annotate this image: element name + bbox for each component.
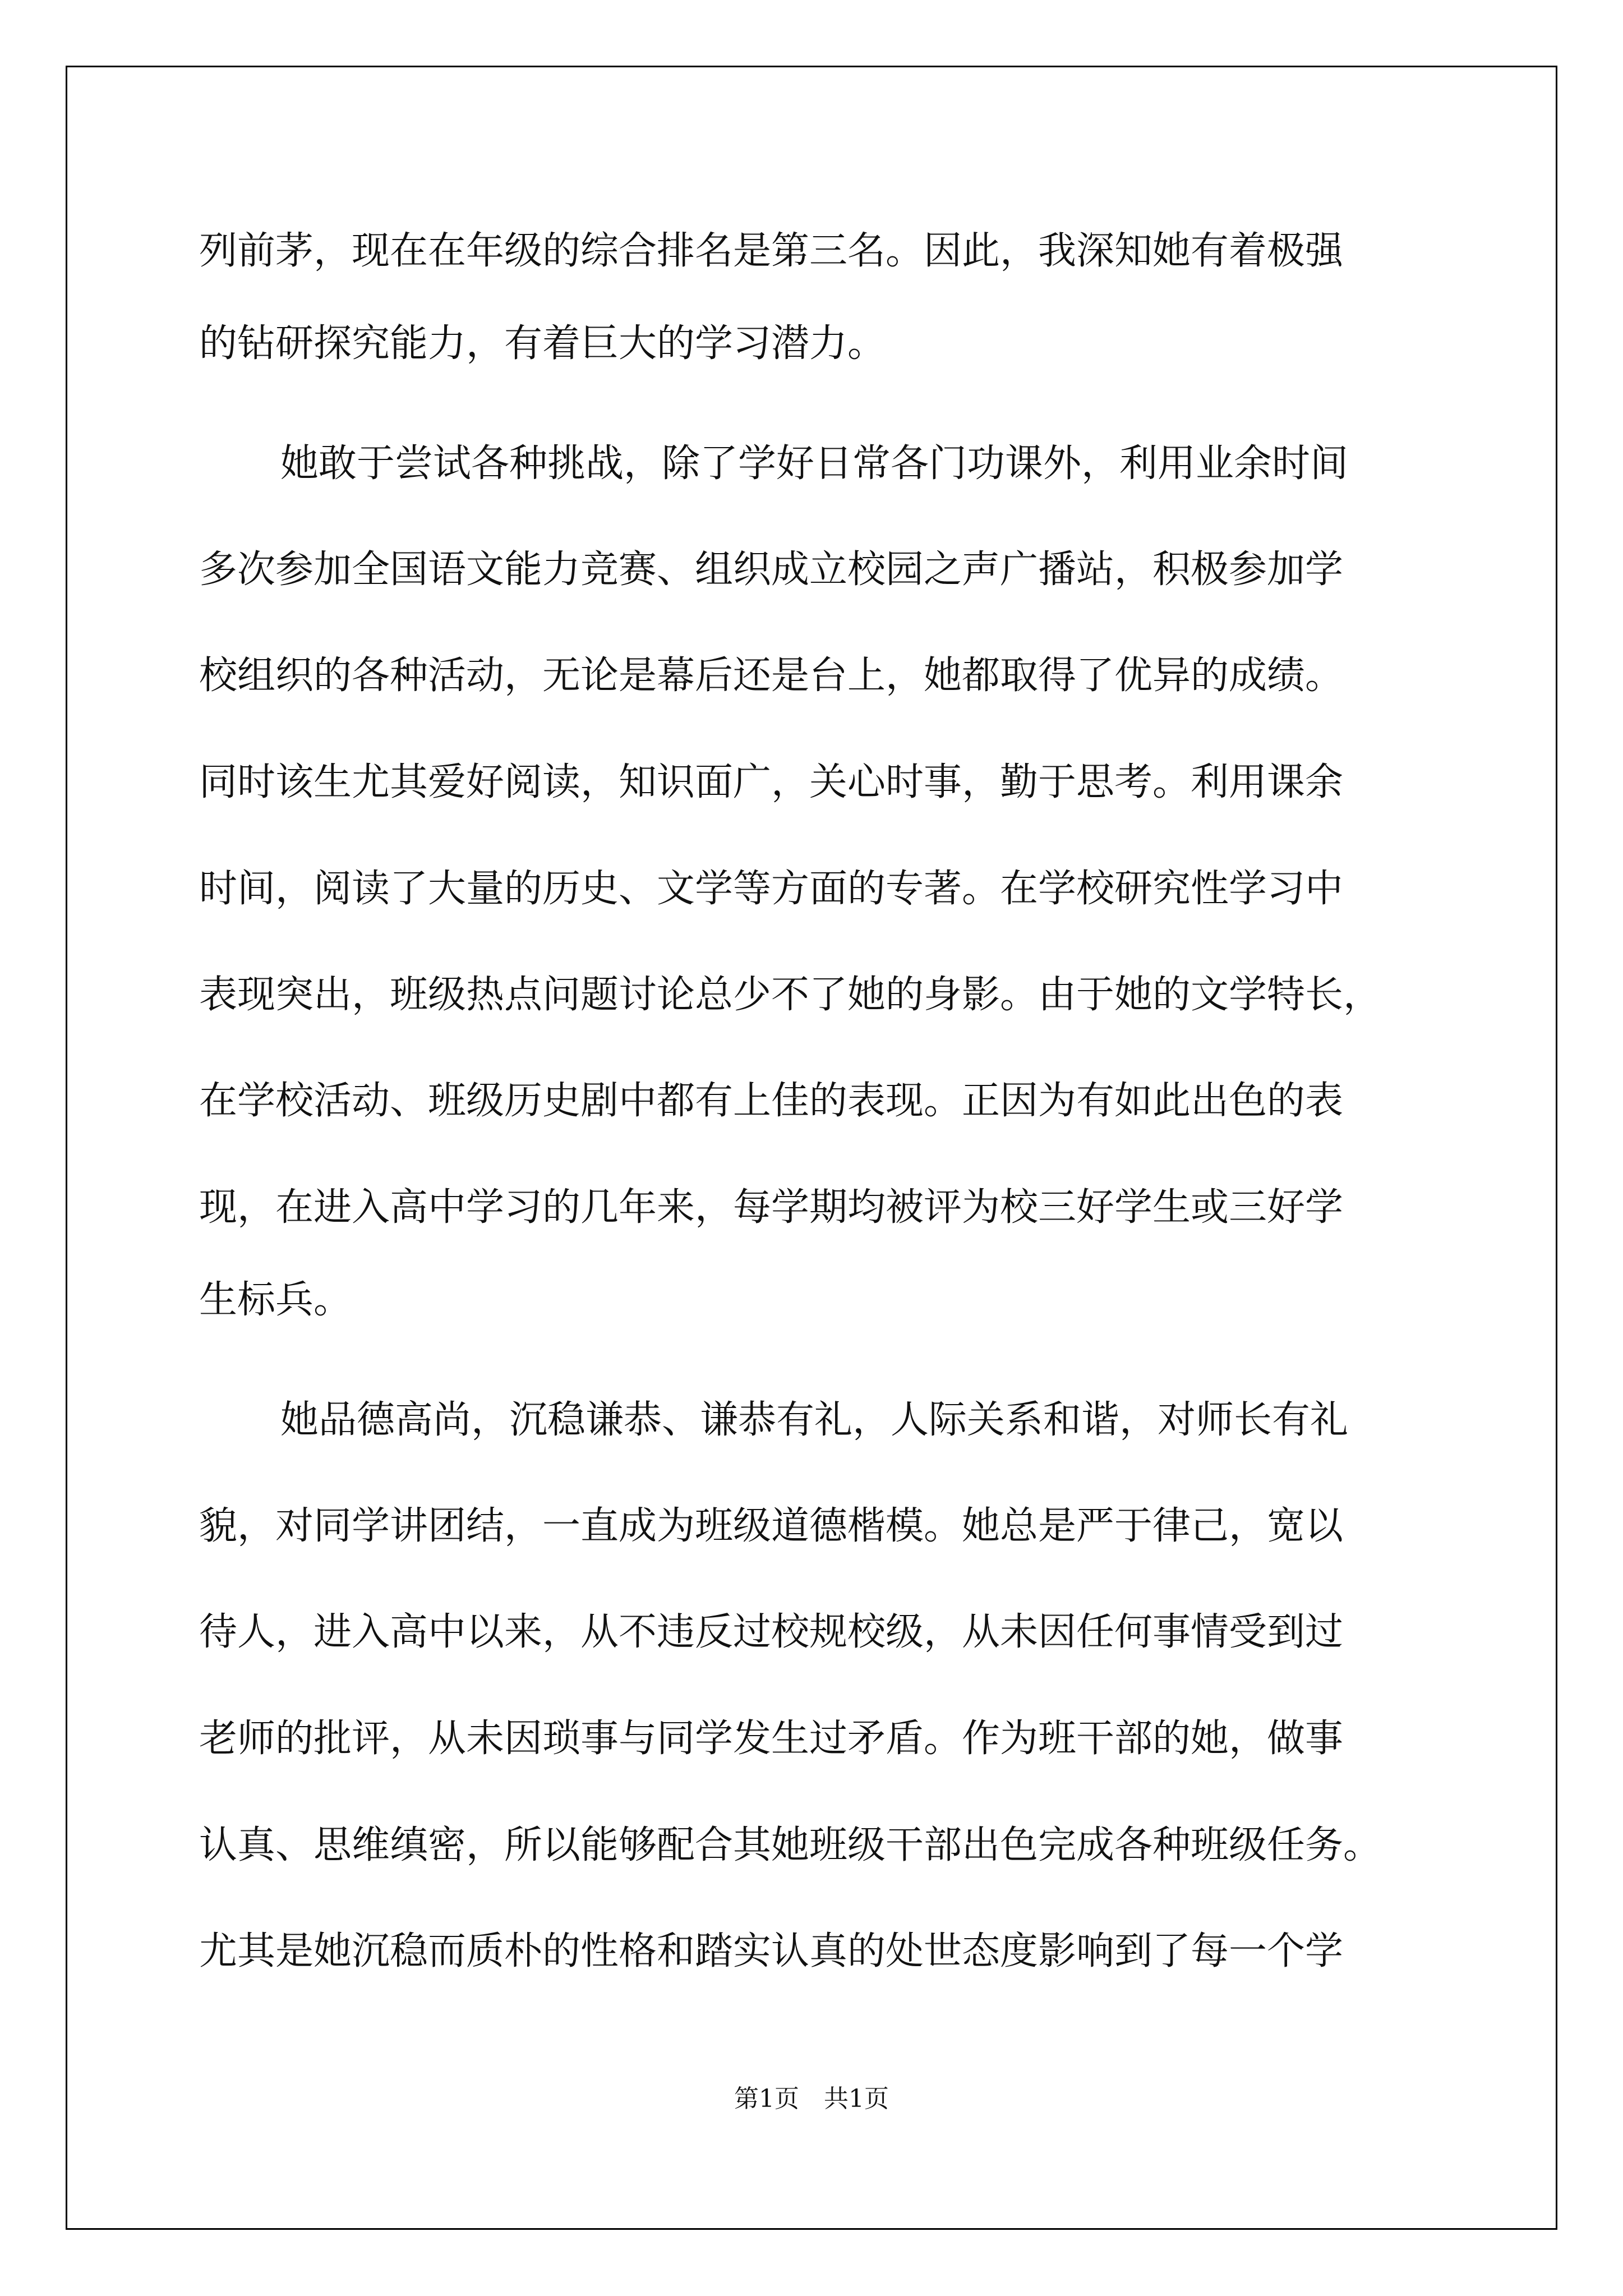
paragraph-line: 多次参加全国语文能力竞赛、组织成立校园之声广播站，积极参加学 [199,547,1344,592]
paragraph-line: 校组织的各种活动，无论是幕后还是台上，她都取得了优异的成绩。 [199,654,1344,698]
paragraph-line: 表现突出，班级热点问题讨论总少不了她的身影。由于她的文学特长， [199,973,1382,1017]
paragraph-line: 现，在进入高中学习的几年来，每学期均被评为校三好学生或三好学 [199,1185,1344,1230]
paragraph-line: 待人，进入高中以来，从不违反过校规校级，从未因任何事情受到过 [199,1610,1344,1654]
paragraph-line: 列前茅，现在在年级的综合排名是第三名。因此，我深知她有着极强 [199,229,1344,273]
paragraph-line: 同时该生尤其爱好阅读，知识面广，关心时事，勤于思考。利用课余 [199,760,1344,804]
paragraph-line: 她品德高尚，沉稳谦恭、谦恭有礼，人际关系和谐，对师长有礼 [280,1398,1349,1442]
paragraph-line: 老师的批评，从未因琐事与同学发生过矛盾。作为班干部的她，做事 [199,1717,1344,1761]
paragraph-line: 时间，阅读了大量的历史、文学等方面的专著。在学校研究性学习中 [199,867,1344,911]
paragraph-line: 认真、思维缜密，所以能够配合其她班级干部出色完成各种班级任务。 [199,1823,1382,1867]
paragraph-line: 尤其是她沉稳而质朴的性格和踏实认真的处世态度影响到了每一个学 [199,1929,1344,1973]
paragraph-line: 生标兵。 [199,1278,352,1322]
paragraph-line: 貌，对同学讲团结，一直成为班级道德楷模。她总是严于律己，宽以 [199,1504,1344,1548]
paragraph-line: 她敢于尝试各种挑战，除了学好日常各门功课外，利用业余时间 [280,441,1349,486]
paragraph-line: 在学校活动、班级历史剧中都有上佳的表现。正因为有如此出色的表 [199,1079,1344,1123]
page-border [66,66,1557,2230]
page-number: 第1页 共1页 [734,2085,889,2113]
paragraph-line: 的钻研探究能力，有着巨大的学习潜力。 [199,321,886,366]
